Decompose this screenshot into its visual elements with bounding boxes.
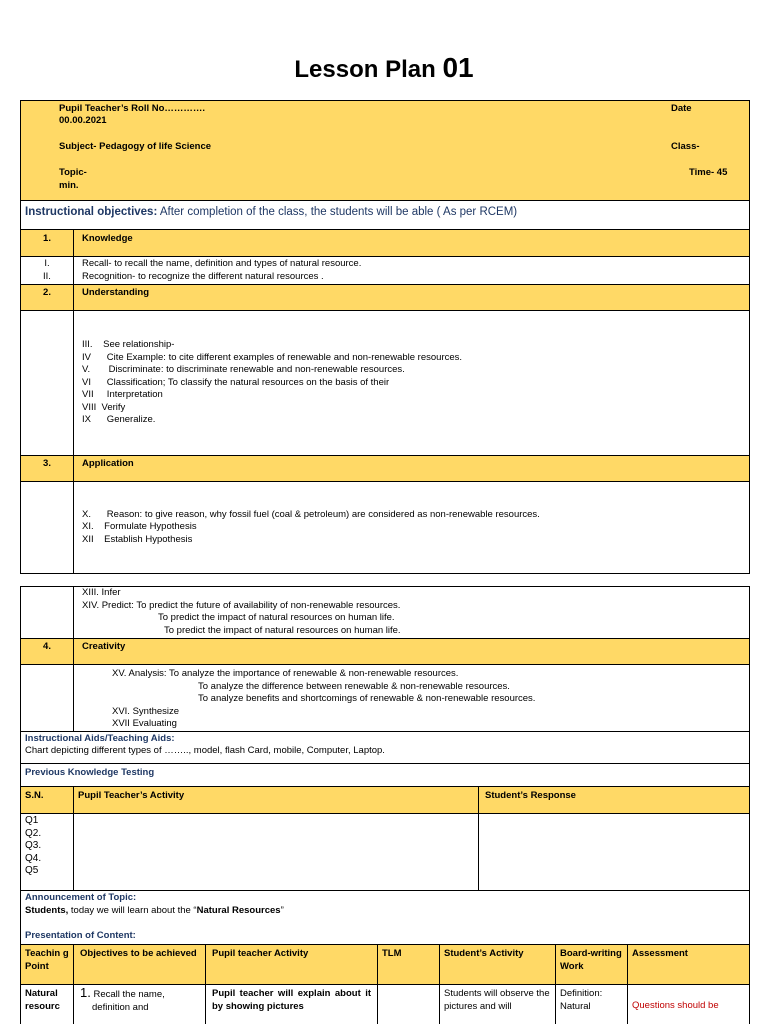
student-activity-cell: Students will observe the pictures and will xyxy=(440,985,556,1024)
knowledge-items: Recall- to recall the name, definition and types of natural resource. Recognition- to recognize the different natural resources . xyxy=(74,257,750,285)
aids-text: Chart depicting different types of …….., model, flash Card, mobile, Computer, Laptop. xyxy=(25,745,385,756)
pkt-response-cell xyxy=(479,814,750,891)
board-work-cell: Definition: Natural xyxy=(556,985,628,1024)
col-student-activity: Student’s Activity xyxy=(440,945,556,985)
pkt-label: Previous Knowledge Testing xyxy=(21,763,750,788)
section-2-title: Understanding xyxy=(74,285,750,311)
section-4-title: Creativity xyxy=(74,639,750,665)
header-block xyxy=(21,101,750,201)
announcement-label: Announcement of Topic: xyxy=(25,892,137,903)
class-label: Class- xyxy=(671,141,700,152)
presentation-label: Presentation of Content: xyxy=(25,930,136,941)
section-3-title: Application xyxy=(74,455,750,481)
lesson-plan-table-2 xyxy=(20,586,750,789)
knowledge-numerals: I. II. xyxy=(21,257,74,285)
teaching-point-cell: Natural resourc xyxy=(21,985,74,1024)
aids-row xyxy=(21,731,750,763)
pkt-col-response: Student’s Response xyxy=(479,787,750,814)
objectives-text: After completion of the class, the students will be able ( As per RCEM) xyxy=(157,206,518,218)
pkt-activity-cell xyxy=(74,814,479,891)
tlm-cell xyxy=(378,985,440,1024)
objectives-cell: 1. Recall the name, definition and xyxy=(74,985,206,1024)
col-board-work: Board-writing Work xyxy=(556,945,628,985)
pkt-col-activity: Pupil Teacher’s Activity xyxy=(74,787,479,814)
col-teaching-point: Teachin g Point xyxy=(21,945,74,985)
understanding-items: III. See relationship- IV Cite Example: to cite different examples of renewable and non-renewable resources. V. Discriminate: to discriminate renewable and non-renewable resources. VI Classification; To classify the natural resources on the basis of their VII Interpretation VIII Verify IX Generalize. xyxy=(74,311,750,456)
roll-no: Pupil Teacher’s Roll No…………. xyxy=(59,103,206,114)
topic-label: Topic- xyxy=(59,167,87,178)
section-2-num: 2. xyxy=(21,285,74,311)
announcement-text: Students, today we will learn about the “Natural Resources” xyxy=(25,904,284,916)
pkt-col-sn: S.N. xyxy=(21,787,74,814)
pkt-table xyxy=(20,786,750,945)
creativity-items: XV. Analysis: To analyze the importance of renewable & non-renewable resources. To analyze the difference between renewable & non-renewable resources. To analyze benefits and shortcomings of renewable & non-renewable resources. XVI. Synthesize XVII Evaluating xyxy=(74,665,750,732)
section-3-num: 3. xyxy=(21,455,74,481)
date-value: 00.00.2021 xyxy=(59,115,107,126)
lesson-plan-table-1 xyxy=(20,100,750,574)
pupil-activity-cell: Pupil teacher will explain about it by showing pictures xyxy=(206,985,378,1024)
col-pupil-activity: Pupil teacher Activity xyxy=(206,945,378,985)
aids-label: Instructional Aids/Teaching Aids: xyxy=(25,732,175,744)
min-label: min. xyxy=(59,180,79,191)
announcement-row xyxy=(21,891,750,945)
col-tlm: TLM xyxy=(378,945,440,985)
objectives-row xyxy=(21,201,750,230)
date-label: Date xyxy=(671,103,692,114)
page-title: Lesson Plan 01 xyxy=(294,52,474,83)
col-assessment: Assessment xyxy=(628,945,750,985)
application-items: X. Reason: to give reason, why fossil fuel (coal & petroleum) are considered as non-renewable resources. XI. Formulate Hypothesis XII Establish Hypothesis xyxy=(74,481,750,574)
content-table xyxy=(20,944,750,1024)
objectives-label: Instructional objectives: xyxy=(25,206,158,218)
section-1-title: Knowledge xyxy=(74,230,750,257)
application-continued: XIII. Infer XIV. Predict: To predict the future of availability of non-renewable resources. To predict the impact of natural resources on human life. To predict the impact of natural resources on human life. xyxy=(74,587,750,639)
question-list: Q1 Q2. Q3. Q4. Q5 xyxy=(21,814,74,891)
col-objectives: Objectives to be achieved xyxy=(74,945,206,985)
section-1-num: 1. xyxy=(21,230,74,257)
assessment-cell: Questions should be xyxy=(628,985,750,1024)
section-4-num: 4. xyxy=(21,639,74,665)
subject: Subject- Pedagogy of life Science xyxy=(59,141,212,152)
time-label: Time- 45 xyxy=(689,167,728,178)
